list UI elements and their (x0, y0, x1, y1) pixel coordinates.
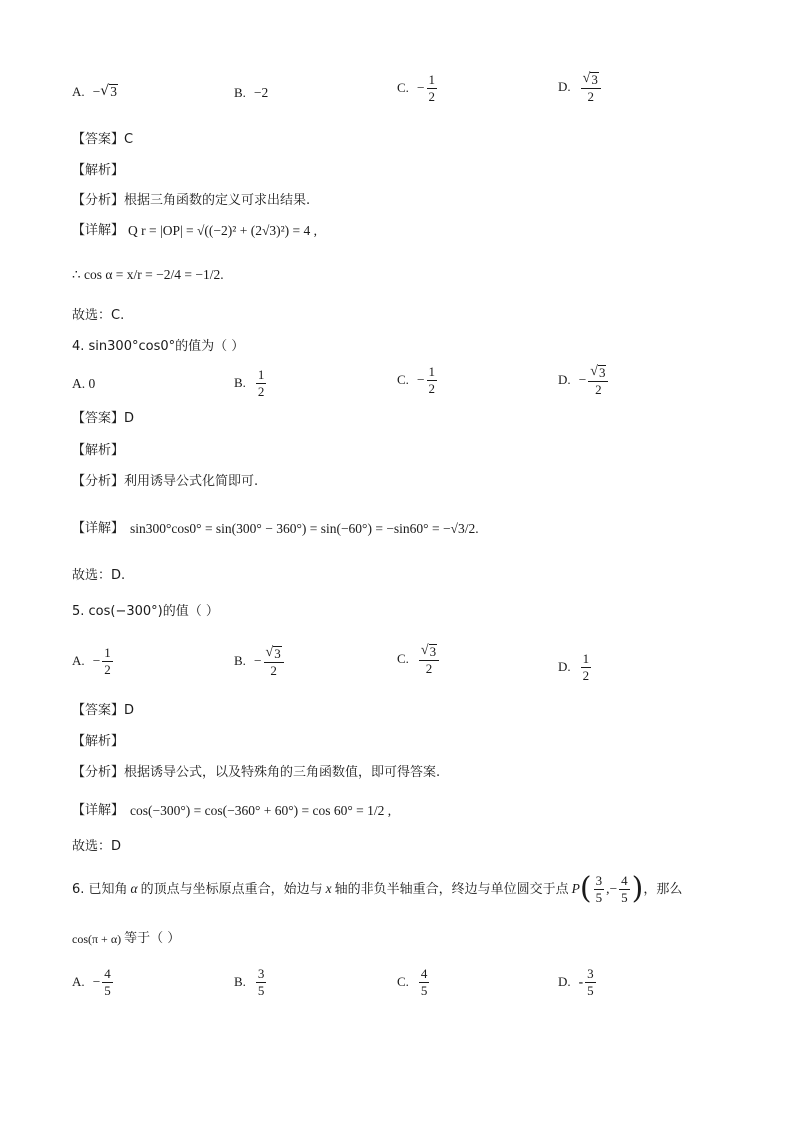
fraction (619, 874, 630, 904)
q4-choose: 故选：D. (72, 568, 126, 583)
fraction (585, 967, 596, 997)
stem-formula: cos(π + α) (72, 931, 122, 946)
q5-detail (72, 804, 391, 818)
minus-sign: − (609, 881, 618, 897)
denominator: 2 (428, 88, 436, 104)
numerator: 4 (420, 966, 428, 981)
stem-text: 等于（ ） (124, 931, 181, 946)
fraction (427, 73, 438, 103)
minus-sign: − (92, 974, 101, 990)
sqrt: √ 3 (100, 83, 117, 100)
q6-stem-line1: 6. 已知角 α 的顶点与坐标原点重合，始边与 x 轴的非负半轴重合，终边与单位圆交于点 P ( $\frac{3}{5}$ , − $\frac{4}{5}$ ) ，那么 (72, 871, 683, 907)
detail-formula: sin300°cos0° = sin(300° − 360°) = sin(−60°) = −sin60° = −√3/2. (130, 521, 479, 536)
option-label: D. (558, 79, 571, 95)
q4-detail (72, 522, 479, 536)
option-label: B. (234, 653, 246, 669)
denominator: 2 (257, 383, 265, 399)
minus-sign: − (92, 653, 101, 669)
fraction (102, 967, 113, 997)
fraction: √ 3 2 (588, 364, 608, 397)
detail-formula: cos(−300°) = cos(−360° + 60°) = cos 60° = 1/2 , (130, 803, 392, 818)
q4-option-a (72, 376, 95, 392)
radicand: 3 (274, 646, 281, 661)
denominator: 2 (587, 89, 594, 105)
denominator: 2 (270, 663, 277, 679)
fraction (594, 874, 605, 904)
fraction: √ 3 2 (581, 71, 601, 104)
option-label: A. (72, 974, 85, 990)
denominator: 5 (257, 982, 265, 998)
q5-option-b (234, 645, 286, 678)
denominator: 2 (104, 661, 111, 677)
stem-text: 的顶点与坐标原点重合，始边与 (140, 881, 323, 897)
q5-option-d (558, 652, 593, 682)
point-label: P (571, 881, 580, 897)
option-label: C. (397, 80, 409, 96)
stem-text: 6. 已知角 (72, 881, 128, 897)
option-label: C. (397, 372, 409, 388)
denominator: 2 (428, 380, 436, 396)
denominator: 5 (595, 889, 603, 905)
numerator: 1 (104, 645, 111, 660)
q5-analysis: 【分析】根据诱导公式，以及特殊角的三角函数值，即可得答案. (72, 765, 441, 780)
numerator: 1 (428, 72, 436, 87)
q3-detail-line1 (72, 224, 317, 238)
numerator: 1 (257, 367, 265, 382)
alpha-symbol: α (130, 881, 138, 897)
q5-jiexi-label: 【解析】 (72, 734, 125, 749)
fraction (419, 967, 430, 997)
option-label: B. (234, 85, 246, 100)
stem-text: ，那么 (643, 881, 683, 897)
option-value: A. 0 (72, 376, 96, 391)
x-variable: x (325, 881, 332, 897)
radicand: 3 (591, 72, 598, 87)
q3-answer: 【答案】C (72, 132, 134, 147)
fraction (256, 368, 267, 398)
q4-option-d (558, 364, 610, 397)
fraction: √ 3 2 (264, 645, 284, 678)
denominator: 2 (425, 661, 433, 677)
fraction (256, 967, 267, 997)
q5-option-a (72, 646, 115, 676)
minus-sign: − (92, 84, 101, 99)
option-label: A. (72, 84, 85, 99)
option-label: B. (234, 974, 246, 990)
stem-text: 轴的非负半轴重合，终边与单位圆交于点 (334, 881, 569, 897)
q6-option-a (72, 967, 115, 997)
minus-sign: − (253, 653, 262, 669)
option-label: C. (397, 974, 409, 990)
option-label: C. (397, 651, 409, 667)
option-label: D. (558, 974, 571, 990)
numerator: 3 (257, 966, 265, 981)
option-label: D. (558, 372, 571, 388)
fraction: √ 3 2 (419, 643, 439, 676)
q4-jiexi-label: 【解析】 (72, 443, 125, 458)
q3-choose: 故选：C. (72, 308, 125, 323)
detail-formula: ∴ cos α = x/r = −2/4 = −1/2. (72, 267, 224, 282)
q3-option-d (558, 71, 603, 104)
q6-stem-line2 (72, 932, 180, 945)
option-label: B. (234, 375, 246, 391)
fraction (102, 646, 113, 676)
q3-analysis: 【分析】根据三角函数的定义可求出结果. (72, 193, 311, 208)
numerator: 4 (104, 966, 111, 981)
radicand: 3 (429, 644, 437, 659)
detail-formula: Q r = |OP| = √((−2)² + (2√3)²) = 4 , (128, 223, 318, 238)
q6-option-c (397, 967, 431, 997)
minus-sign: - (578, 974, 584, 990)
numerator: 3 (595, 873, 603, 888)
q3-jiexi-label: 【解析】 (72, 163, 125, 178)
minus-sign: − (416, 372, 425, 388)
q4-answer: 【答案】D (72, 411, 135, 426)
q6-option-b (234, 967, 268, 997)
option-value: −2 (253, 85, 269, 100)
numerator: 1 (428, 364, 436, 379)
q4-stem: 4. sin300°cos0°的值为（ ） (72, 339, 245, 354)
q6-option-d (558, 967, 598, 997)
denominator: 2 (582, 667, 590, 683)
q3-option-b (234, 85, 268, 101)
radicand: 3 (598, 365, 606, 380)
q4-analysis: 【分析】利用诱导公式化简即可. (72, 474, 259, 489)
q5-stem: 5. cos(−300°)的值（ ） (72, 604, 219, 619)
q5-option-c (397, 643, 441, 676)
fraction (581, 652, 592, 682)
minus-sign: − (416, 80, 425, 96)
detail-label: 【详解】 (72, 803, 125, 819)
denominator: 2 (595, 382, 602, 398)
q3-option-c (397, 73, 439, 103)
option-label: A. (72, 653, 85, 669)
q4-option-c (397, 365, 439, 395)
denominator: 5 (420, 982, 428, 998)
minus-sign: − (578, 372, 587, 388)
detail-label: 【详解】 (72, 521, 125, 537)
q3-option-a (72, 84, 118, 100)
q3-detail-line2 (72, 268, 224, 282)
denominator: 5 (587, 982, 594, 998)
denominator: 5 (104, 982, 111, 998)
radicand: 3 (110, 84, 117, 100)
fraction (427, 365, 438, 395)
q4-option-b (234, 368, 268, 398)
numerator: 4 (621, 873, 628, 888)
numerator: 1 (582, 651, 590, 666)
denominator: 5 (621, 889, 628, 905)
option-label: D. (558, 659, 571, 675)
q5-answer: 【答案】D (72, 703, 135, 718)
numerator: 3 (587, 966, 594, 981)
detail-label: 【详解】 (72, 223, 125, 239)
q5-choose: 故选：D (72, 839, 122, 854)
